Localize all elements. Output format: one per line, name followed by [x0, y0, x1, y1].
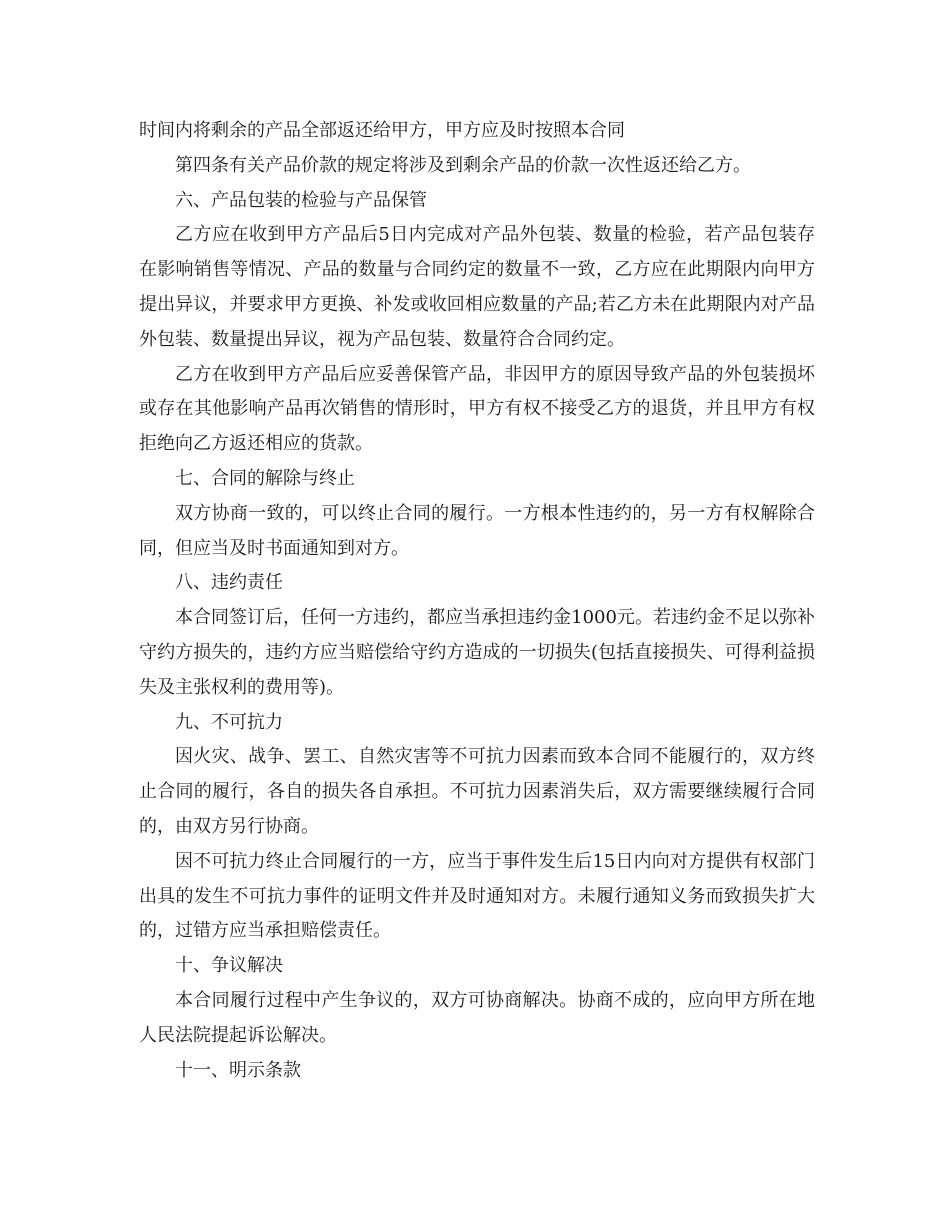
section-heading-7: 七、合同的解除与终止	[175, 467, 355, 489]
section-heading-10: 十、争议解决	[175, 955, 283, 977]
paragraph-liability: 本合同签订后，任何一方违约，都应当承担违约金1000元。若违约金不足以弥补守约方损失的，违约方应当赔偿给守约方造成的一切损失(包括直接损失、可得利益损失及主张权利的费用等)。	[139, 607, 815, 698]
section-heading-11: 十一、明示条款	[175, 1059, 301, 1081]
paragraph-termination: 双方协商一致的，可以终止合同的履行。一方根本性违约的，另一方有权解除合同，但应当及时书面通知到对方。	[139, 502, 815, 559]
document-body	[139, 114, 815, 1088]
paragraph-price-refund: 第四条有关产品价款的规定将涉及到剩余产品的价款一次性返还给乙方。	[175, 154, 751, 176]
paragraph-force-majeure-1: 因火灾、战争、罢工、自然灾害等不可抗力因素而致本合同不能履行的，双方终止合同的履行，各自的损失各自承担。不可抗力因素消失后，双方需要继续履行合同的，由双方另行协商。	[139, 746, 815, 837]
section-heading-9: 九、不可抗力	[175, 711, 283, 733]
paragraph-dispute: 本合同履行过程中产生争议的，双方可协商解决。协商不成的，应向甲方所在地人民法院提起诉讼解决。	[139, 989, 815, 1046]
section-heading-8: 八、违约责任	[175, 572, 283, 594]
paragraph-inspection: 乙方应在收到甲方产品后5日内完成对产品外包装、数量的检验，若产品包装存在影响销售等情况、产品的数量与合同约定的数量不一致，乙方应在此期限内向甲方提出异议，并要求甲方更换、补发或收回相应数量的产品;若乙方未在此期限内对产品外包装、数量提出异议，视为产品包装、数量符合合同约定。	[139, 224, 815, 350]
paragraph-continuation: 时间内将剩余的产品全部返还给甲方，甲方应及时按照本合同	[139, 120, 625, 141]
paragraph-storage: 乙方在收到甲方产品后应妥善保管产品，非因甲方的原因导致产品的外包装损坏或存在其他影响产品再次销售的情形时，甲方有权不接受乙方的退货，并且甲方有权拒绝向乙方返还相应的货款。	[139, 363, 815, 455]
section-heading-6: 六、产品包装的检验与产品保管	[175, 189, 427, 211]
paragraph-force-majeure-2: 因不可抗力终止合同履行的一方，应当于事件发生后15日内向对方提供有权部门出具的发生不可抗力事件的证明文件并及时通知对方。未履行通知义务而致损失扩大的，过错方应当承担赔偿责任。	[139, 850, 815, 942]
